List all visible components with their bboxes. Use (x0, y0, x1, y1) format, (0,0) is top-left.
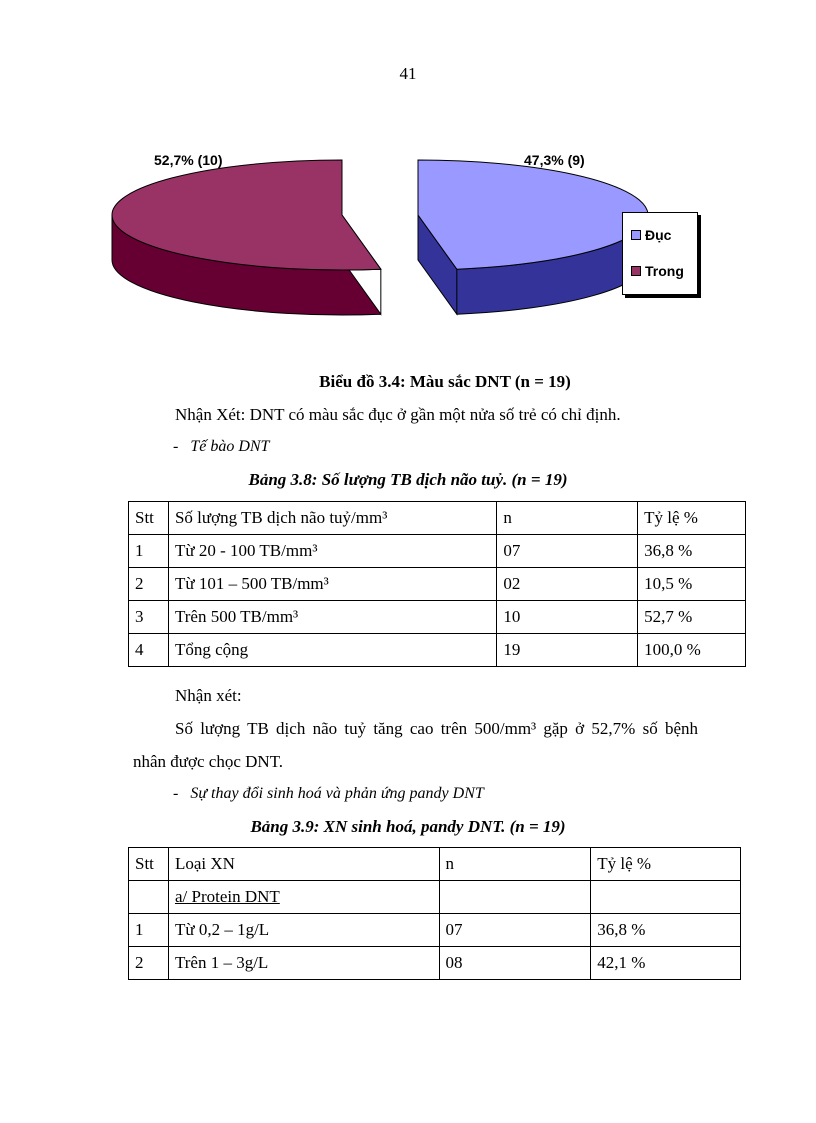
table-row (129, 568, 746, 601)
table-cell: Từ 0,2 – 1g/L (168, 914, 439, 947)
chart-caption: Biểu đồ 3.4: Màu sắc DNT (n = 19) (319, 372, 571, 391)
legend-swatch-duc (631, 230, 641, 240)
table-cell: 10 (497, 601, 638, 634)
table-cell: 07 (497, 535, 638, 568)
table-3-8 (128, 501, 746, 667)
table-cell: Trên 500 TB/mm³ (168, 601, 496, 634)
table-header-cell: n (497, 502, 638, 535)
table-cell: 36,8 % (591, 914, 741, 947)
table-cell: 2 (129, 947, 169, 980)
legend-label-duc: Đục (645, 227, 672, 243)
table-cell: Từ 20 - 100 TB/mm³ (168, 535, 496, 568)
table-3-8-title: Bảng 3.8: Số lượng TB dịch não tuỷ. (n = 19) (248, 470, 568, 489)
bullet-biochem: - Sự thay đổi sinh hoá và phản ứng pandy DNT (173, 785, 484, 802)
table-header-cell: Tỷ lệ % (591, 848, 741, 881)
remark-label: Nhận xét: (175, 686, 242, 705)
table-cell: a/ Protein DNT (168, 881, 439, 914)
legend-item-trong (631, 263, 684, 279)
bullet-biochem-text: Sự thay đổi sinh hoá và phản ứng pandy DNT (190, 785, 484, 802)
table-header-cell: Loại XN (168, 848, 439, 881)
table-cell: Tổng cộng (168, 634, 496, 667)
table-cell: 36,8 % (638, 535, 746, 568)
remark-line-2: nhân được chọc DNT. (133, 752, 284, 771)
table-3-8-header (129, 502, 746, 535)
table-cell: 2 (129, 568, 169, 601)
table-cell: 42,1 % (591, 947, 741, 980)
table-cell (129, 881, 169, 914)
table-3-9-header (129, 848, 741, 881)
table-cell (439, 881, 591, 914)
data-label-trong: 52,7% (10) (154, 152, 223, 168)
table-row (129, 914, 741, 947)
remark-line-1-text: Số lượng TB dịch não tuỷ tăng cao trên 500/mm³ gặp ở 52,7% số bệnh (175, 719, 698, 738)
table-cell: 3 (129, 601, 169, 634)
table-cell: 02 (497, 568, 638, 601)
legend-swatch-trong (631, 266, 641, 276)
table-row (129, 634, 746, 667)
remark-chart: Nhận Xét: DNT có màu sắc đục ở gần một nửa số trẻ có chỉ định. (175, 405, 621, 424)
table-row (129, 947, 741, 980)
table-header-cell: Stt (129, 848, 169, 881)
table-cell: Từ 101 – 500 TB/mm³ (168, 568, 496, 601)
table-cell: 10,5 % (638, 568, 746, 601)
table-3-9-title: Bảng 3.9: XN sinh hoá, pandy DNT. (n = 19) (250, 817, 566, 836)
table-cell: Trên 1 – 3g/L (168, 947, 439, 980)
remark-line-1 (175, 719, 740, 739)
table-header-cell: Stt (129, 502, 169, 535)
table-cell: 52,7 % (638, 601, 746, 634)
table-cell: 07 (439, 914, 591, 947)
table-cell: 4 (129, 634, 169, 667)
table-cell (591, 881, 741, 914)
table-header-cell: Tỷ lệ % (638, 502, 746, 535)
chart-legend (622, 212, 698, 295)
legend-label-trong: Trong (645, 263, 684, 279)
bullet-cell-count: - Tế bào DNT (173, 438, 270, 455)
table-header-cell: Số lượng TB dịch não tuỷ/mm³ (168, 502, 496, 535)
bullet-cell-count-text: Tế bào DNT (190, 438, 270, 455)
table-header-cell: n (439, 848, 591, 881)
legend-item-duc (631, 227, 671, 243)
data-label-duc: 47,3% (9) (524, 152, 585, 168)
table-row (129, 601, 746, 634)
table-cell: 08 (439, 947, 591, 980)
page-number: 41 (399, 64, 417, 83)
table-cell: 19 (497, 634, 638, 667)
table-row (129, 535, 746, 568)
table-row (129, 881, 741, 914)
table-cell: 1 (129, 914, 169, 947)
table-3-9 (128, 847, 741, 980)
table-cell: 100,0 % (638, 634, 746, 667)
table-cell: 1 (129, 535, 169, 568)
